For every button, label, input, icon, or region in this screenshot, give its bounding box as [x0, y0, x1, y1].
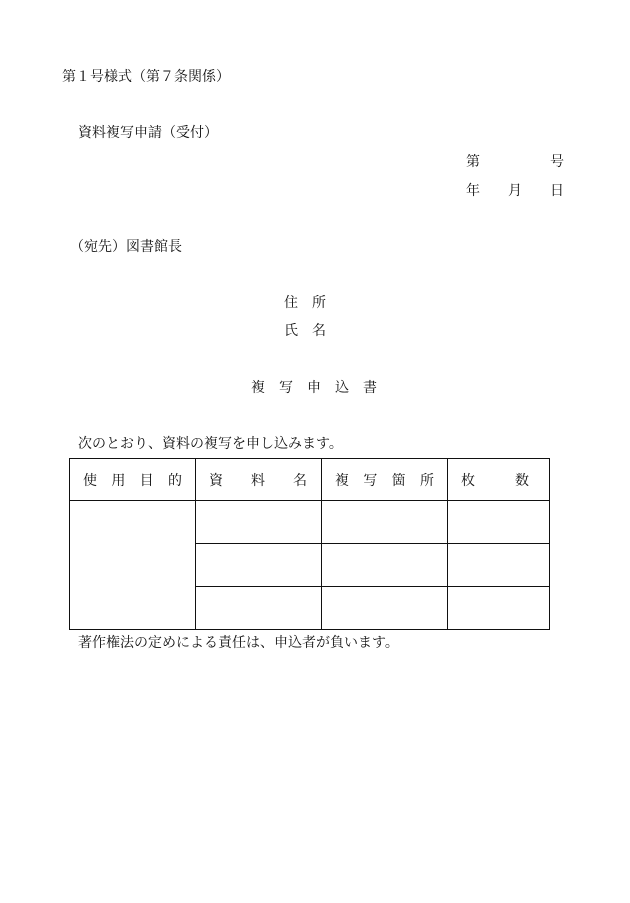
- title-char: 申: [307, 380, 321, 396]
- name-char: 氏: [284, 323, 298, 339]
- header-char: 数: [515, 472, 529, 489]
- purpose-cell[interactable]: [70, 501, 196, 630]
- header-char: 複: [335, 472, 349, 489]
- material-name-cell[interactable]: [196, 544, 322, 587]
- title-char: 複: [251, 380, 265, 396]
- address-label: [284, 296, 326, 310]
- copyright-notice: 著作権法の定めによる責任は、申込者が負います。: [78, 635, 399, 651]
- header-char: 目: [139, 472, 154, 489]
- header-material-name: [196, 459, 322, 501]
- address-char: 住: [284, 295, 298, 311]
- material-name-cell[interactable]: [196, 501, 322, 544]
- day-label: 日: [550, 183, 564, 199]
- header-char: 料: [251, 472, 265, 489]
- table-header-row: [70, 459, 550, 501]
- number-prefix: 第: [466, 154, 480, 170]
- table-row: [70, 501, 550, 544]
- sheet-count-cell[interactable]: [448, 501, 550, 544]
- title-char: 込: [335, 380, 349, 396]
- number-suffix: 号: [550, 154, 564, 170]
- title-char: 写: [279, 380, 293, 396]
- form-number: 第１号様式（第７条関係）: [62, 69, 230, 85]
- header-char: 使: [83, 472, 97, 489]
- name-label: [284, 324, 326, 338]
- copy-pages-cell[interactable]: [322, 587, 448, 630]
- month-label: 月: [508, 183, 522, 199]
- header-char: 枚: [461, 472, 475, 489]
- header-sheet-count: [448, 459, 550, 501]
- address-char: 所: [312, 295, 326, 311]
- name-char: 名: [312, 323, 326, 339]
- header-char: 用: [111, 472, 126, 489]
- header-char: 所: [419, 472, 434, 489]
- addressee: （宛先）図書館長: [70, 239, 182, 255]
- reference-number-line: [466, 155, 564, 169]
- receipt-label: 資料複写申請（受付）: [78, 125, 218, 141]
- header-char: 写: [363, 472, 378, 489]
- document-title: [251, 381, 377, 395]
- header-purpose: [70, 459, 196, 501]
- header-char: 名: [293, 472, 307, 489]
- sheet-count-cell[interactable]: [448, 587, 550, 630]
- header-char: 箇: [391, 472, 406, 489]
- header-char: 的: [167, 472, 182, 489]
- copy-pages-cell[interactable]: [322, 501, 448, 544]
- header-char: 資: [209, 472, 223, 489]
- request-table: [69, 458, 550, 630]
- title-char: 書: [363, 380, 377, 396]
- copy-pages-cell[interactable]: [322, 544, 448, 587]
- intro-text: 次のとおり、資料の複写を申し込みます。: [78, 436, 343, 452]
- sheet-count-cell[interactable]: [448, 544, 550, 587]
- year-label: 年: [466, 183, 480, 199]
- header-copy-pages: [322, 459, 448, 501]
- material-name-cell[interactable]: [196, 587, 322, 630]
- date-line: [466, 184, 564, 198]
